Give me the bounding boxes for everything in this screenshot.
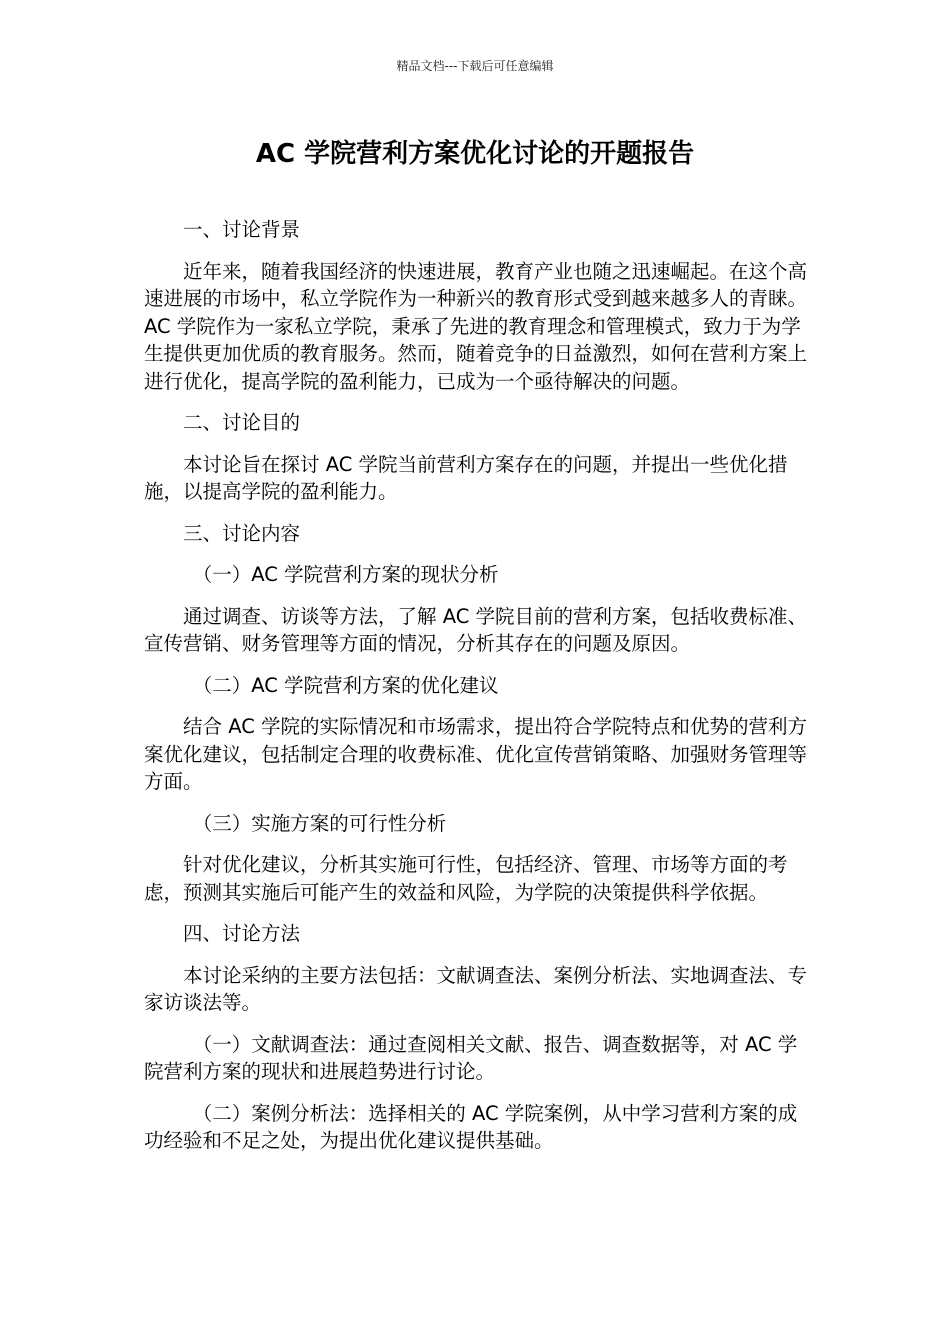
paragraph-feasibility: 针对优化建议，分析其实施可行性，包括经济、管理、市场等方面的考虑，预测其实施后可能产生的效益和风险，为学院的决策提供科学依据。 (144, 853, 788, 904)
paragraph-purpose: 本讨论旨在探讨 AC 学院当前营利方案存在的问题，并提出一些优化措施，以提高学院的盈利能力。 (144, 452, 788, 503)
header-note: 精品文档---下载后可任意编辑 (396, 59, 554, 73)
paragraph-methods: 本讨论采纳的主要方法包括：文献调查法、案例分析法、实地调查法、专家访谈法等。 (144, 963, 808, 1014)
section-heading-purpose: 二、讨论目的 (183, 411, 301, 434)
document-title: AC 学院营利方案优化讨论的开题报告 (255, 139, 695, 169)
sub-heading-feasibility: （三）实施方案的可行性分析 (192, 811, 447, 835)
paragraph-background: 近年来，随着我国经济的快速进展，教育产业也随之迅速崛起。在这个高速进展的市场中，私立学院作为一种新兴的教育形式受到越来越多人的青睐。AC 学院作为一家私立学院，秉承了先进的教育理念和管理模式，致力于为学生提供更加优质的教育服务。然而，随着竞争的日益激烈，如何在营利方案上进行优化，提高学院的盈利能力，已成为一个亟待解决的问题。 (144, 259, 808, 393)
paragraph-literature-method: （一）文献调查法：通过查阅相关文献、报告、调查数据等，对 AC 学院营利方案的现状和进展趋势进行讨论。 (144, 1032, 798, 1083)
sub-heading-status-analysis: （一）AC 学院营利方案的现状分析 (192, 563, 499, 586)
paragraph-case-method: （二）案例分析法：选择相关的 AC 学院案例，从中学习营利方案的成功经验和不足之处，为提出优化建议提供基础。 (144, 1101, 798, 1152)
section-heading-background: 一、讨论背景 (183, 218, 301, 241)
section-heading-content: 三、讨论内容 (183, 521, 301, 545)
document-body (144, 216, 810, 1169)
paragraph-optimization: 结合 AC 学院的实际情况和市场需求，提出符合学院特点和优势的营利方案优化建议，包括制定合理的收费标准、优化宣传营销策略、加强财务管理等方面。 (144, 715, 808, 793)
section-heading-methods: 四、讨论方法 (183, 922, 301, 945)
paragraph-status-analysis: 通过调查、访谈等方法，了解 AC 学院目前的营利方案，包括收费标准、宣传营销、财务管理等方面的情况，分析其存在的问题及原因。 (144, 604, 808, 655)
sub-heading-optimization: （二）AC 学院营利方案的优化建议 (192, 673, 499, 697)
